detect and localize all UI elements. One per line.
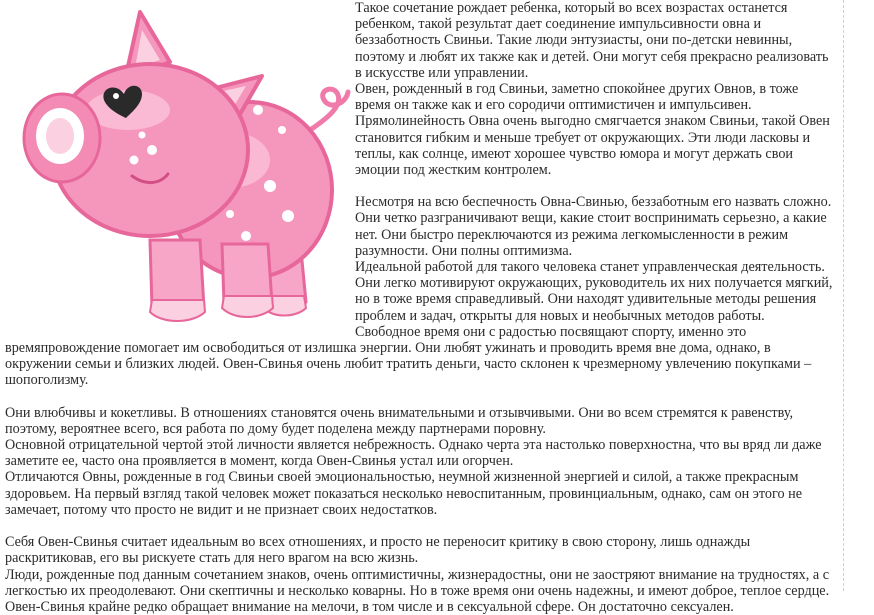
paragraph-gap bbox=[5, 389, 837, 405]
paragraph: Прямолинейность Овна очень выгодно смягчается знаком Свиньи, такой Овен становится гибким и меньше требует от окружающих. Эти люди ласковы и теплы, как солнце, имеют хорошее чувство юмора и могут держать свои эмоции под жестким контролем. bbox=[355, 113, 830, 179]
paragraph: Свободное время они с радостью посвящают спорту, именно это времяпровождение помогает им освободиться от излишка энергии. Они любят ужинать и проводить время вне дома, однако, в окружении семьи и близких людей. Овен-Свинья очень любит тратить деньги, часто склонен к чрезмерному увлечению покупками – шопоголизму. bbox=[5, 323, 812, 389]
sidebar-divider bbox=[843, 0, 844, 591]
paragraph: Они влюбчивы и кокетливы. В отношениях становятся очень внимательными и отзывчивыми. Они во всем стремятся к равенству, поэтому, вероятнее всего, вся работа по дому будет поделена между партнерами поровну. bbox=[5, 404, 794, 437]
paragraph: Овен-Свинья крайне редко обращает внимание на мелочи, в том числе и в сексуальной сфере. Он достаточно сексуален. bbox=[5, 598, 734, 615]
paragraph: Идеальной работой для такого человека станет управленческая деятельность. Они легко мотивируют окружающих, руководитель их них получается мягкий, но в тоже время справедливый. Они находят удивительные методы решения проблем и задач, открыты для новых и необычных методов работы. bbox=[355, 259, 833, 324]
paragraph: Основной отрицательной чертой этой личности является небрежность. Однако черта эта настолько поверхностна, что вы вряд ли даже заметите ее, часто она проявляется в момент, когда Овен-Свинья устал или огорчен. bbox=[5, 437, 822, 470]
article-body bbox=[5, 0, 837, 615]
paragraph: Отличаются Овны, рожденные в год Свиньи своей эмоциональностью, неумной жизненной энергией и силой, а также прекрасным здоровьем. На первый взгляд такой человек может показаться несколько невоспитанным, провинциальным, однако, сам он этого не замечает, потому что просто не видит и не признает своих недостатков. bbox=[5, 469, 802, 518]
paragraph: Овен, рожденный в год Свиньи, заметно спокойнее других Овнов, в тоже время он также как и его сородичи оптимистичен и импульсивен. bbox=[355, 81, 799, 114]
paragraph-gap bbox=[5, 518, 837, 534]
paragraph: Люди, рожденные под данным сочетанием знаков, очень оптимистичны, жизнерадостны, они не заостряют внимание на трудностях, а с легкостью их преодолевают. Они скептичны и несколько коварны. Но в тоже время они очень надежны, и имеют доброе, теплое сердце. bbox=[5, 566, 830, 599]
paragraph: Себя Овен-Свинья считает идеальным во всех отношениях, и просто не переносит критику в свою сторону, лишь однажды раскритиковав, его вы рискуете стать для него врагом на всю жизнь. bbox=[5, 534, 751, 567]
paragraph: Такое сочетание рождает ребенка, который во всех возрастах останется ребенком, такой результат дает соединение импульсивности овна и беззаботность Свиньи. Такие люди энтузиасты, они по-детски невинны, поэтому и любят их также как и детей. Они могут себя прекрасно реализовать в искусстве или управлении. bbox=[355, 0, 829, 81]
pig-icon bbox=[0, 0, 355, 338]
paragraph: Несмотря на всю беспечность Овна-Свинью, беззаботным его назвать сложно. Они четко разграничивают вещи, какие стоит воспринимать серьезно, а какие нет. Они быстро переключаются из режима легкомысленности в режим разумности. Они полны оптимизма. bbox=[355, 194, 832, 259]
